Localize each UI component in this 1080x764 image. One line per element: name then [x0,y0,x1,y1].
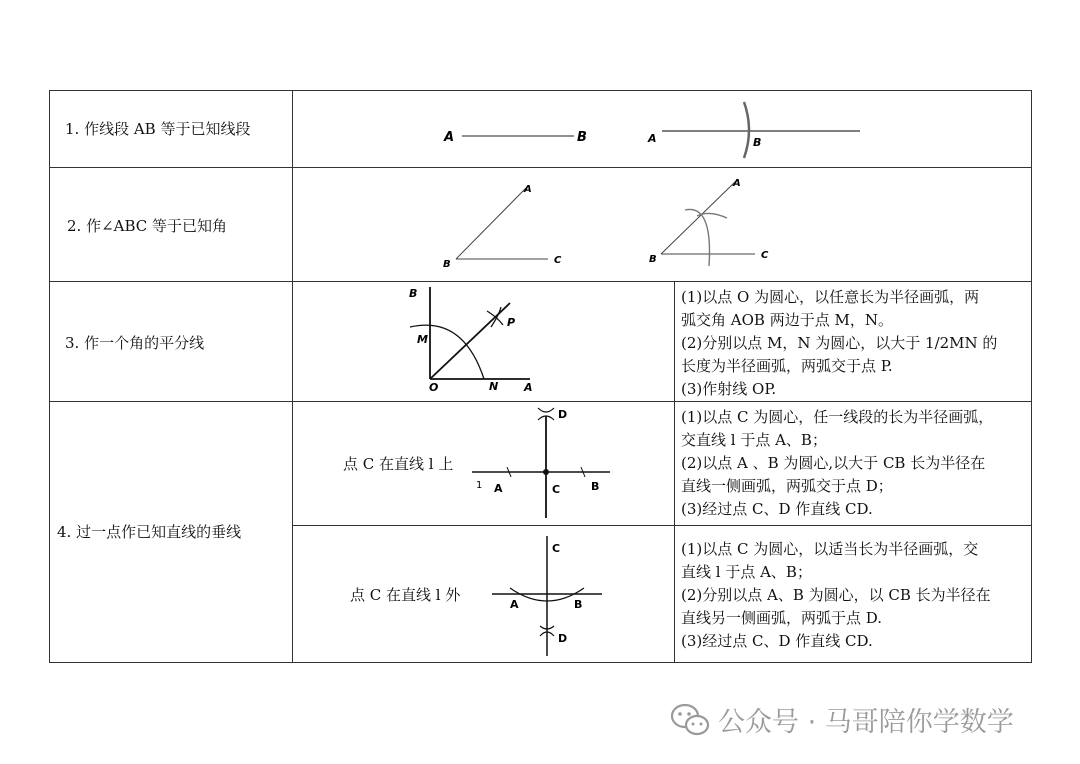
point-label-b: B [409,287,418,300]
row-2-title: 2. 作∠ABC 等于已知角 [67,217,228,235]
ray-ba [456,188,526,259]
row-4a-steps [681,406,993,521]
row-4a-case: 点 C 在直线 l 上 [343,455,454,473]
table-border-top [49,90,1032,91]
arc-large [685,209,710,266]
row-divider [49,281,1032,282]
desc-divider [674,281,675,663]
row-3-title: 3. 作一个角的平分线 [65,334,205,352]
point-label-b: B [649,254,657,265]
table-border-right [1031,90,1032,663]
row-divider [49,401,1032,402]
column-divider [292,90,293,663]
figure-segment-constructed [640,98,870,162]
point-label-p: P [507,316,516,329]
point-c [543,469,549,475]
ray-ba [661,182,735,254]
figure-angle-given [438,180,578,272]
watermark-text: 公众号 · 马哥陪你学数学 [718,707,1014,738]
figure-perpendicular-on-line [470,404,615,522]
row-4b-case: 点 C 在直线 l 外 [350,586,461,604]
step-line: (2)分别以点 A、B 为圆心，以 CB 长为半径在 [681,586,991,604]
point-label-b: B [443,259,451,270]
figure-angle-constructed [645,174,785,270]
step-line: 直线 l 于点 A、B； [681,563,812,581]
arc-mark [744,102,749,158]
row-divider [49,167,1032,168]
point-label-b: B [753,136,762,149]
row-3-steps [681,286,997,401]
step-line: (3)经过点 C、D 作直线 CD. [681,500,873,518]
step-line: 直线一侧画弧，两弧交于点 D； [681,477,893,495]
point-label-c: C [554,255,562,266]
figure-segment-given [440,120,600,150]
point-label-a: A [510,598,519,611]
step-line: 直线另一侧画弧，两弧于点 D. [681,609,883,627]
point-label-a: A [494,482,503,495]
row-4-title: 4. 过一点作已知直线的垂线 [57,523,242,541]
step-line: (2)以点 A 、B 为圆心,以大于 CB 长为半径在 [681,454,986,472]
point-label-a: A [524,184,532,195]
point-label-b: B [574,598,583,611]
point-label-a: A [524,381,533,394]
row-4b-steps [681,538,991,653]
point-label-b: B [577,130,587,145]
point-label-a: A [733,178,741,189]
point-label-b: B [591,480,600,493]
point-label-n: N [489,380,499,393]
point-label-c: C [552,542,561,555]
step-line: 弧交角 AOB 两边于点 M，N。 [681,311,893,329]
step-line: (1)以点 C 为圆心，以适当长为半径画弧，交 [681,540,979,558]
line-label-l: 1 [476,480,483,491]
point-label-c: C [761,250,769,261]
point-label-m: M [417,333,428,346]
table-border-left [49,90,50,663]
figure-perpendicular-off-line [490,534,605,658]
point-label-o: O [429,381,439,394]
point-label-c: C [552,483,561,496]
watermark [670,700,1014,739]
step-line: (3)经过点 C、D 作直线 CD. [681,632,873,650]
step-line: (2)分别以点 M，N 为圆心，以大于 1/2MN 的 [681,334,998,352]
point-label-d: D [558,408,568,421]
step-line: 长度为半径画弧，两弧交于点 P. [681,357,893,375]
table-border-bottom [49,662,1032,663]
point-label-a: A [648,132,657,145]
step-line: 交直线 l 于点 A、B； [681,431,827,449]
point-label-a: A [444,130,455,145]
point-label-d: D [558,632,568,645]
wechat-icon [670,703,710,737]
figure-angle-bisector [405,285,565,393]
step-line: (1)以点 C 为圆心，任一线段的长为半径画弧， [681,408,994,426]
row-1-title: 1. 作线段 AB 等于已知线段 [65,120,251,138]
step-line: (3)作射线 OP. [681,380,777,398]
subrow-divider [292,525,1032,526]
arc-d1 [538,408,554,412]
step-line: (1)以点 O 为圆心，以任意长为半径画弧，两 [681,288,980,306]
